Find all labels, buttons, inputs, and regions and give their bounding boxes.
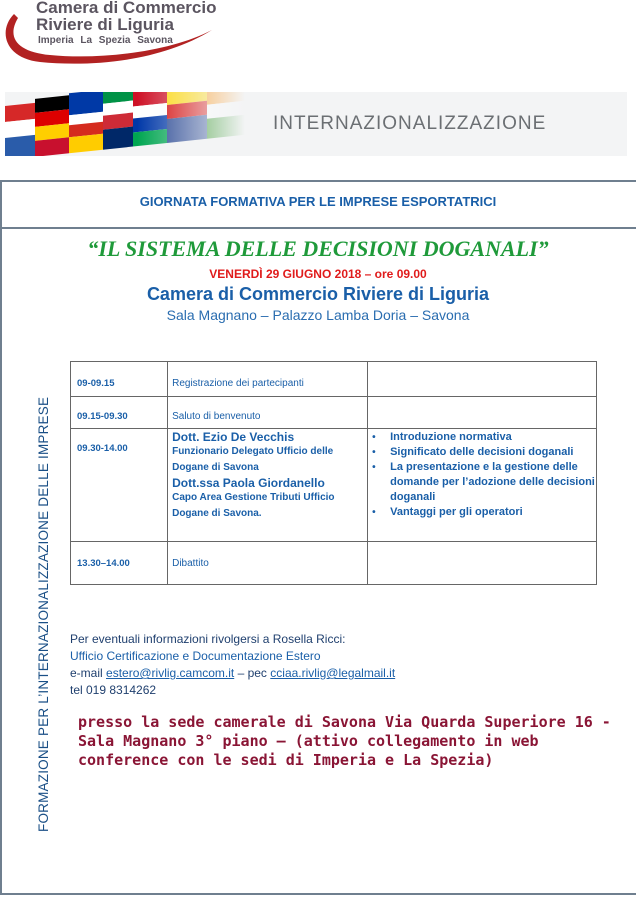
event-room: Sala Magnano – Palazzo Lamba Doria – Savona: [166, 307, 470, 323]
speaker-role: Capo Area Gestione Tributi Ufficio Dogane di Savona.: [172, 492, 335, 519]
agenda-table: [70, 361, 597, 585]
list-item: • Significato delle decisioni doganali: [390, 445, 596, 460]
speaker-name: Dott. Ezio De Vecchis: [172, 430, 295, 444]
agenda-time: 09.30-14.00: [71, 429, 168, 542]
contact-intro: Per eventuali informazioni rivolgersi a Rosella Ricci:: [70, 632, 346, 646]
logo-line-1: Camera di Commercio: [36, 0, 217, 17]
pec-label: – pec: [237, 666, 267, 680]
agenda-desc: Registrazione dei partecipanti: [168, 362, 368, 397]
divider-top: [0, 180, 636, 182]
event-date: VENERDÌ 29 GIUGNO 2018 – ore 09.00: [209, 267, 427, 281]
table-row: [71, 429, 597, 542]
topics-list: [368, 430, 596, 520]
contact-info: [70, 631, 395, 699]
logo-line-2: Riviere di Liguria: [36, 15, 174, 34]
subtitle: GIORNATA FORMATIVA PER LE IMPRESE ESPORTATRICI: [139, 194, 497, 209]
logo-cities: Imperia La Spezia Savona: [38, 35, 173, 46]
agenda-time: 09.15-09.30: [71, 397, 168, 429]
contact-phone: tel 019 8314262: [70, 683, 157, 697]
contact-office: Ufficio Certificazione e Documentazione Estero: [70, 649, 321, 663]
agenda-speakers: [168, 429, 368, 542]
pec-link[interactable]: cciaa.rivlig@legalmail.it: [270, 666, 396, 680]
table-row: [71, 542, 597, 585]
agenda-time: 13.30–14.00: [71, 542, 168, 585]
contact-emails: [70, 665, 395, 682]
speaker-role: Funzionario Delegato Ufficio delle Dogane di Savona: [172, 446, 334, 473]
event-venue: Camera di Commercio Riviere di Liguria: [146, 284, 490, 304]
agenda-topics: [368, 429, 597, 542]
table-row: [71, 397, 597, 429]
list-item: • Introduzione normativa: [390, 430, 596, 445]
banner-title: INTERNAZIONALIZZAZIONE: [273, 113, 547, 134]
table-row: [71, 362, 597, 397]
logo: [0, 0, 215, 66]
event-title: “IL SISTEMA DELLE DECISIONI DOGANALI”: [87, 236, 549, 261]
list-item: • Vantaggi per gli operatori: [390, 505, 596, 520]
venue-note: presso la sede camerale di Savona Via Quarda Superiore 16 - Sala Magnano 3° piano – (attivo collegamento in web conference con le sedi di Imperia e La Spezia): [78, 713, 611, 769]
divider-bottom: [0, 893, 636, 895]
list-item: • La presentazione e la gestione delle domande per l’adozione delle decisioni doganali: [390, 460, 596, 505]
agenda-desc: Saluto di benvenuto: [168, 397, 368, 429]
email-link[interactable]: estero@rivlig.camcom.it: [106, 666, 235, 680]
flags-illustration: [5, 92, 245, 156]
side-text: FORMAZIONE PER L’INTERNAZIONALIZZAZIONE DELLE IMPRESE: [36, 396, 51, 832]
divider-mid: [0, 227, 636, 229]
agenda-time: 09-09.15: [71, 362, 168, 397]
agenda-desc: Dibattito: [168, 542, 368, 585]
speaker-name: Dott.ssa Paola Giordanello: [172, 476, 325, 490]
email-label: e-mail: [70, 666, 103, 680]
